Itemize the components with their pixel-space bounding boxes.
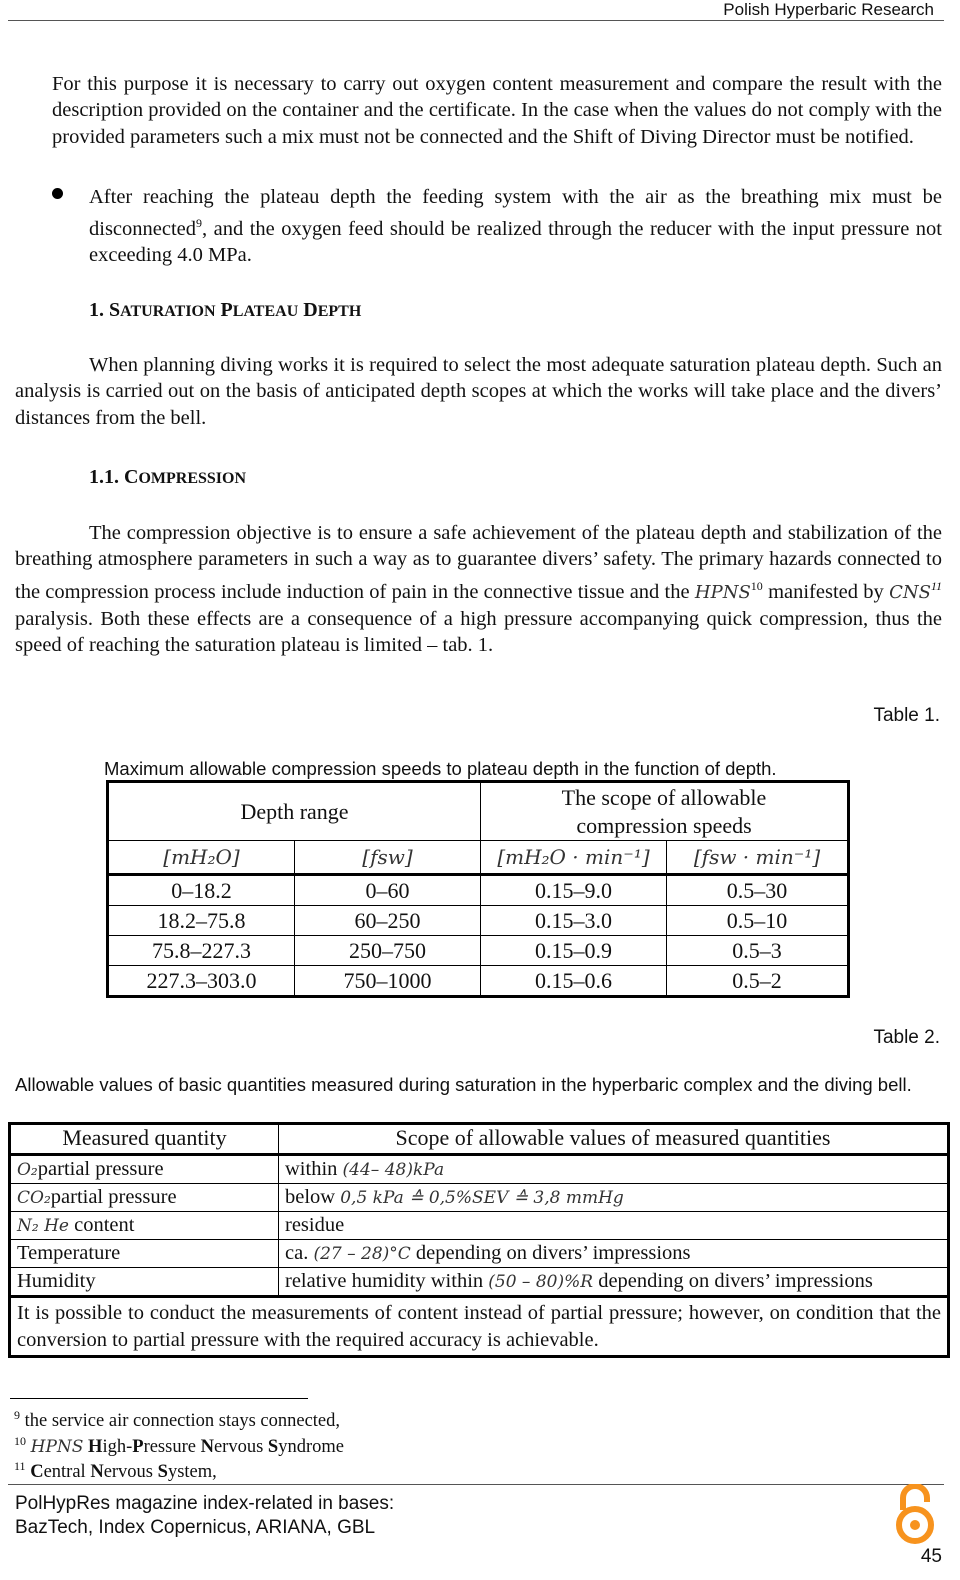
scope-cell [279, 1184, 949, 1212]
table-cell: 0–18.2 [108, 875, 295, 906]
quantity-cell [10, 1268, 279, 1297]
table-header-row [10, 1124, 949, 1155]
unit-cell: [fsw · min⁻¹] [667, 841, 849, 875]
footnote-number: 9 [14, 1408, 20, 1422]
scope-cell [279, 1240, 949, 1268]
cns-symbol: CNS [889, 581, 931, 603]
running-header: Polish Hyperbaric Research [723, 0, 934, 19]
section-heading-1-1 [89, 466, 246, 489]
table-row [10, 1240, 949, 1268]
table-row [10, 1212, 949, 1240]
header-speed-line-2: compression speeds [576, 812, 752, 838]
scope-prefix: below [285, 1186, 336, 1208]
table-cell: 750–1000 [295, 966, 481, 997]
footnote-9 [14, 1408, 340, 1432]
section-number: 1.1. [89, 466, 119, 488]
section-1-text: When planning diving works it is required to select the most adequate saturation plateau depth. Such an analysis is carried out on the basis of anticipated depth scopes at which the works will take place and the divers’ distances from the bell. [15, 354, 942, 429]
table-cell: 60–250 [295, 906, 481, 936]
table-units-row [108, 841, 849, 875]
table-body [108, 875, 849, 997]
section-1-1-text [15, 520, 942, 658]
table-row [108, 906, 849, 936]
table-cell: 0.15–0.9 [481, 936, 667, 966]
text-part-b: manifested by [768, 580, 884, 603]
chemical-symbol: CO₂ [17, 1188, 51, 1208]
quantity-cell [10, 1212, 279, 1240]
section-title: SATURATION PLATEAU DEPTH [109, 299, 362, 321]
measured-quantities-table [8, 1122, 950, 1358]
quantity-cell [10, 1155, 279, 1184]
footer-divider [8, 1484, 944, 1485]
header-compression-speeds [481, 782, 849, 841]
table-row [10, 1184, 949, 1212]
hpns-symbol: HPNS [30, 1437, 84, 1458]
bullet-text-after: , and the oxygen feed should be realized through the reducer with the input pressure not exceeding 4.0 MPa. [89, 218, 942, 267]
table-cell: 0.5–10 [667, 906, 849, 936]
footnote-number: 11 [14, 1459, 26, 1473]
table-cell: 227.3–303.0 [108, 966, 295, 997]
footnote-ref-10[interactable]: 10 [750, 578, 763, 593]
footnote-text: Central Nervous System, [30, 1462, 217, 1483]
scope-cell [279, 1155, 949, 1184]
scope-prefix: ca. [285, 1242, 309, 1264]
header-measured-quantity: Measured quantity [10, 1124, 279, 1155]
scope-suffix: depending on divers’ impressions [598, 1270, 873, 1292]
unit-cell: [mH₂O · min⁻¹] [481, 841, 667, 875]
unit-cell: [fsw] [295, 841, 481, 875]
table-1-label: Table 1. [873, 705, 940, 726]
bullet-dot-icon [52, 188, 63, 199]
footnote-divider [10, 1398, 308, 1399]
table-cell: 0.15–9.0 [481, 875, 667, 906]
table-note-row [10, 1297, 949, 1357]
table-cell: 0.5–30 [667, 875, 849, 906]
unit-cell: [mH₂O] [108, 841, 295, 875]
scope-suffix: depending on divers’ impressions [415, 1242, 691, 1264]
hpns-symbol: HPNS [694, 581, 751, 603]
table-header-row [108, 782, 849, 841]
table-cell: 0.5–2 [667, 966, 849, 997]
quantity-label: partial pressure [50, 1186, 177, 1208]
header-scope: Scope of allowable values of measured quantities [279, 1124, 949, 1155]
footer-line-1: PolHypRes magazine index-related in bases: [15, 1493, 395, 1514]
scope-cell [279, 1212, 949, 1240]
intro-paragraph: For this purpose it is necessary to carry out oxygen content measurement and compare the result with the description provided on the container and the certificate. In the case when the values do not comply with the provided parameters such a mix must not be connected and the Shift of Diving Director must be notified. [52, 73, 942, 148]
footnote-11 [14, 1459, 217, 1483]
quantity-label: Humidity [17, 1270, 96, 1292]
scope-value: 0,5 kPa ≙ 0,5%SEV ≙ 3,8 mmHg [340, 1188, 624, 1208]
table-row [10, 1268, 949, 1297]
open-access-lock-icon [893, 1484, 937, 1546]
footnote-ref-9[interactable]: 9 [196, 216, 203, 231]
page-number: 45 [920, 1546, 942, 1567]
table-1-caption: Maximum allowable compression speeds to plateau depth in the function of depth. [104, 758, 777, 779]
quantity-cell [10, 1240, 279, 1268]
quantity-label: partial pressure [37, 1158, 164, 1180]
table-cell: 0–60 [295, 875, 481, 906]
chemical-symbol: O₂ [17, 1160, 38, 1180]
quantity-label: Temperature [17, 1242, 121, 1264]
table-cell: 75.8–227.3 [108, 936, 295, 966]
footer-indexing [15, 1492, 394, 1540]
table-row [10, 1155, 949, 1184]
table-2-caption: Allowable values of basic quantities measured during saturation in the hyperbaric complex and the diving bell. [15, 1074, 912, 1095]
chemical-symbol: N₂ He [17, 1216, 69, 1236]
header-divider [8, 20, 944, 21]
quantity-cell [10, 1184, 279, 1212]
scope-value: (44– 48)kPa [342, 1160, 445, 1180]
table-row [108, 936, 849, 966]
table-body [10, 1155, 949, 1297]
header-speed-line-1: The scope of allowable [561, 784, 767, 810]
table-cell: 250–750 [295, 936, 481, 966]
bullet-text-before: After reaching the plateau depth the feeding system with the air as the breathing mix must be disconnected [89, 186, 942, 241]
table-cell: 18.2–75.8 [108, 906, 295, 936]
table-cell: 0.5–3 [667, 936, 849, 966]
footnote-10 [14, 1434, 344, 1458]
table-row [108, 966, 849, 997]
footnote-text: the service air connection stays connected, [24, 1411, 341, 1432]
footnote-number: 10 [14, 1434, 26, 1448]
table-row [108, 875, 849, 906]
footnote-text: High-Pressure Nervous Syndrome [88, 1437, 344, 1458]
scope-cell [279, 1268, 949, 1297]
header-depth-range: Depth range [108, 782, 481, 841]
quantity-label: content [68, 1214, 135, 1236]
table-note: It is possible to conduct the measurements of content instead of partial pressure; however, on condition that the conversion to partial pressure with the required accuracy is achievable. [10, 1297, 949, 1357]
compression-speed-table [106, 780, 850, 998]
scope-prefix: relative humidity within [285, 1270, 484, 1292]
scope-prefix: within [285, 1158, 338, 1180]
text-part-c: paralysis. Both these effects are a consequence of a high pressure accompanying quick compression, thus the speed of reaching the saturation plateau is limited – tab. 1. [15, 607, 942, 657]
scope-value: (27 – 28)°C [313, 1244, 411, 1264]
table-cell: 0.15–3.0 [481, 906, 667, 936]
footnote-ref-11[interactable]: 11 [930, 578, 943, 593]
section-number: 1. [89, 299, 104, 321]
bullet-item [89, 184, 942, 269]
section-heading-1 [89, 299, 361, 322]
scope-value: (50 – 80)%R [488, 1272, 594, 1292]
scope-prefix: residue [285, 1214, 345, 1236]
text-part-a: The compression objective is to ensure a safe achievement of the plateau depth and stabilization of the breathing atmosphere parameters in such a way as to guarantee divers’ safety. The primary hazards connected to the compression process include induction of pain in the connective tissue and the [15, 522, 942, 603]
table-cell: 0.15–0.6 [481, 966, 667, 997]
section-title: COMPRESSION [124, 466, 247, 488]
footer-line-2: BazTech, Index Copernicus, ARIANA, GBL [15, 1517, 376, 1538]
table-2-label: Table 2. [873, 1027, 940, 1048]
